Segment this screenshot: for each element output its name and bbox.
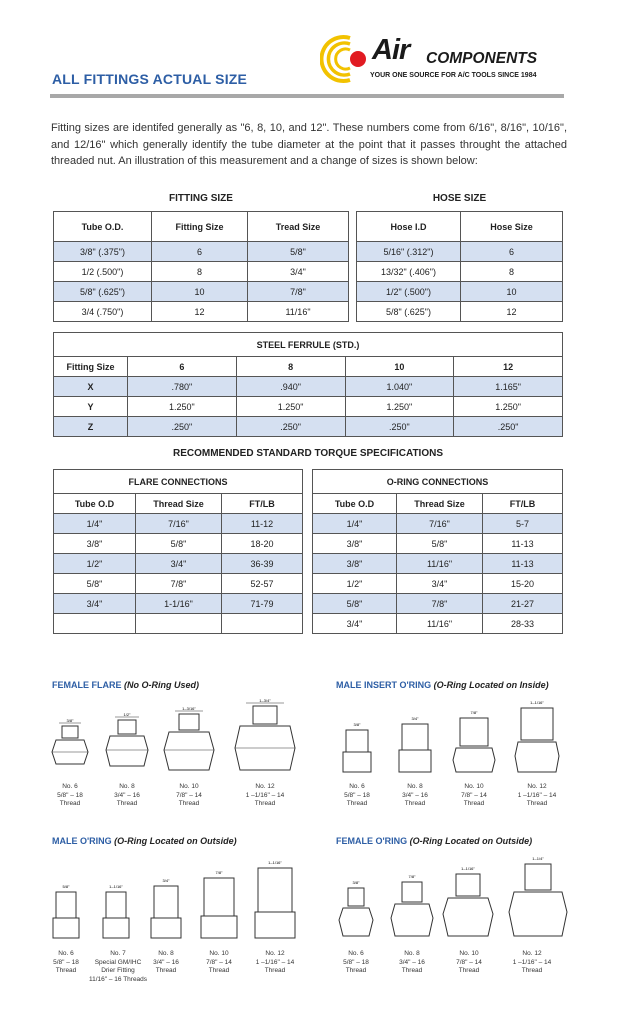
table-cell: 1/2 (.500") xyxy=(54,262,152,282)
table-cell: 1.165" xyxy=(454,377,563,397)
caption-label: Thread xyxy=(458,967,480,974)
table-cell: 6 xyxy=(152,242,248,262)
table-row xyxy=(54,534,303,554)
table-cell: 3/4" xyxy=(136,554,222,574)
col-header: Tube O.D xyxy=(313,494,397,514)
caption-thread: 1 –1/16" – 14 xyxy=(517,791,557,799)
caption xyxy=(245,950,305,976)
caption-label: Thread xyxy=(526,800,548,807)
caption-extra: 11/16" – 16 Threads xyxy=(88,975,148,983)
table-cell: 3/4" xyxy=(54,594,136,614)
table-cell: 18-20 xyxy=(222,534,303,554)
fitting-size-title: FITTING SIZE xyxy=(169,193,233,204)
table-row xyxy=(313,614,563,634)
table-cell: 7/8" xyxy=(397,594,483,614)
caption xyxy=(235,783,295,809)
table-cell: 21-27 xyxy=(483,594,563,614)
col-header: Tube O.D xyxy=(54,494,136,514)
caption-no: No. 8 xyxy=(404,950,420,957)
company-logo xyxy=(320,34,570,84)
table-cell: .940" xyxy=(236,377,345,397)
dim-label: 1–1/16" xyxy=(268,860,282,865)
table-cell: 5/8" xyxy=(313,594,397,614)
col-header: 8 xyxy=(236,357,345,377)
table-cell: 15-20 xyxy=(483,574,563,594)
female-oring-no6-drawing xyxy=(338,880,374,944)
caption xyxy=(136,950,196,976)
table-cell: 11-12 xyxy=(222,514,303,534)
table-row xyxy=(54,262,349,282)
table-cell: 28-33 xyxy=(483,614,563,634)
caption-label: Thread xyxy=(401,967,423,974)
male-oring-no6-drawing xyxy=(52,884,80,944)
table-row xyxy=(54,282,349,302)
table-cell: 1/2" xyxy=(54,554,136,574)
oring-connections-table xyxy=(312,469,563,634)
caption-thread: 5/8" – 18 xyxy=(344,791,370,799)
dim-label: 3/8" xyxy=(352,880,360,885)
caption-label: Thread xyxy=(264,967,286,974)
caption-thread: 7/8" – 14 xyxy=(206,958,232,966)
diagram-title-text: MALE O'RING xyxy=(52,836,112,846)
caption-thread: 7/8" – 14 xyxy=(456,958,482,966)
ferrule-title: STEEL FERRULE (STD.) xyxy=(54,333,563,357)
caption-no: No. 10 xyxy=(209,950,229,957)
dim-label: 5/8" xyxy=(62,884,70,889)
dim-label: 7/8" xyxy=(470,710,478,715)
caption-thread: 3/4" – 16 xyxy=(153,958,179,966)
col-header: 12 xyxy=(454,357,563,377)
caption-thread: 5/8" – 18 xyxy=(57,791,83,799)
dim-label: 3/8" xyxy=(353,722,361,727)
table-cell: 8 xyxy=(152,262,248,282)
female-flare-no6-drawing xyxy=(50,718,90,778)
caption-no: No. 7 xyxy=(110,950,126,957)
female-oring-no12-drawing xyxy=(508,856,568,944)
male-oring-title xyxy=(52,836,237,846)
dim-label: 7/8" xyxy=(215,870,223,875)
caption-thread: 7/8" – 14 xyxy=(461,791,487,799)
table-cell: 5/8" xyxy=(54,574,136,594)
col-header: FT/LB xyxy=(483,494,563,514)
caption-no: No. 8 xyxy=(407,783,423,790)
caption-label: Thread xyxy=(346,800,368,807)
caption-label: Thread xyxy=(59,800,81,807)
caption-label: Thread xyxy=(208,967,230,974)
caption-label: Thread xyxy=(254,800,276,807)
table-cell: 1/2" xyxy=(313,574,397,594)
caption-no: No. 12 xyxy=(255,783,275,790)
caption-thread: 5/8" – 18 xyxy=(343,958,369,966)
caption-thread: 1 –1/16" – 14 xyxy=(512,958,552,966)
table-cell xyxy=(136,614,222,634)
table-cell: 71-79 xyxy=(222,594,303,614)
table-cell: 1.250" xyxy=(236,397,345,417)
table-row xyxy=(54,554,303,574)
caption-no: No. 10 xyxy=(179,783,199,790)
table-cell: 10 xyxy=(461,282,563,302)
diagram-note: (No O-Ring Used) xyxy=(124,680,200,690)
caption-label: Thread xyxy=(55,967,77,974)
table-cell: 8 xyxy=(461,262,563,282)
table-row xyxy=(54,242,349,262)
table-cell: 6 xyxy=(461,242,563,262)
dim-label: 3/8" xyxy=(66,718,74,723)
caption xyxy=(189,950,249,976)
caption-no: No. 10 xyxy=(459,950,479,957)
table-row xyxy=(54,574,303,594)
table-row xyxy=(357,242,563,262)
caption-label: Thread xyxy=(404,800,426,807)
caption-thread: 3/4" – 16 xyxy=(402,791,428,799)
col-header: Thread Size xyxy=(397,494,483,514)
torque-title: RECOMMENDED STANDARD TORQUE SPECIFICATIONS xyxy=(172,448,443,459)
table-cell: 12 xyxy=(152,302,248,322)
table-cell: 1-1/16" xyxy=(136,594,222,614)
table-row xyxy=(313,534,563,554)
caption-label: Thread xyxy=(116,800,138,807)
table-cell: 1.250" xyxy=(454,397,563,417)
caption-thread: 3/4" – 16 xyxy=(399,958,425,966)
page-title: ALL FITTINGS ACTUAL SIZE xyxy=(52,71,248,87)
table-cell: 5-7 xyxy=(483,514,563,534)
table-row xyxy=(54,417,563,437)
col-header: Tread Size xyxy=(248,212,349,242)
col-header: Hose I.D xyxy=(357,212,461,242)
male-insert-no8-drawing xyxy=(396,716,434,778)
table-cell: 11-13 xyxy=(483,554,563,574)
table-row xyxy=(54,377,563,397)
table-cell: .250" xyxy=(128,417,237,437)
caption-thread: 3/4" – 16 xyxy=(114,791,140,799)
table-cell: 3/8" xyxy=(313,534,397,554)
caption-label: Drier Fitting xyxy=(101,967,135,974)
table-cell: 1/2" (.500") xyxy=(357,282,461,302)
dim-label: 1–3/4" xyxy=(259,698,271,703)
table-cell: 3/4" xyxy=(397,574,483,594)
male-oring-no8-drawing xyxy=(150,878,182,944)
caption-thread: 5/8" – 18 xyxy=(53,958,79,966)
caption-no: No. 6 xyxy=(58,950,74,957)
intro-paragraph: Fitting sizes are identifed generally as "6, 8, 10, and 12". These numbers come from 6/16", 8/16", 10/16", and 12/16" which generally identify the tube diameter at the point that it passes throught the attached threaded nut. An illustration of this measurement and a change of sizes is shown below: xyxy=(51,122,567,167)
dim-label: 1–3/16" xyxy=(182,706,196,711)
diagram-title-text: FEMALE FLARE xyxy=(52,680,122,690)
dim-label: 3/4" xyxy=(162,878,170,883)
diagram-title-text: FEMALE O'RING xyxy=(336,836,408,846)
hose-size-title: HOSE SIZE xyxy=(432,193,487,204)
table-row xyxy=(313,594,563,614)
table-row xyxy=(54,302,349,322)
table-row xyxy=(54,514,303,534)
dim-label: 3/4" xyxy=(411,716,419,721)
table-row xyxy=(54,397,563,417)
male-oring-no12-drawing xyxy=(254,860,296,944)
caption xyxy=(40,783,100,809)
table-row xyxy=(357,262,563,282)
table-cell: 11/16" xyxy=(397,554,483,574)
col-header: FT/LB xyxy=(222,494,303,514)
logo-tagline: YOUR ONE SOURCE FOR A/C TOOLS SINCE 1984 xyxy=(370,72,537,79)
caption-no: No. 10 xyxy=(464,783,484,790)
caption-label: Thread xyxy=(463,800,485,807)
table-cell: 1/4" xyxy=(54,514,136,534)
table-cell: 7/16" xyxy=(397,514,483,534)
table-cell xyxy=(222,614,303,634)
col-header: 6 xyxy=(128,357,237,377)
dim-label: 1–1/4" xyxy=(532,856,544,861)
table-cell: 7/8" xyxy=(136,574,222,594)
dim-label: 1–1/16" xyxy=(461,866,475,871)
male-oring-no7-drawing xyxy=(102,884,130,944)
hose-size-table xyxy=(356,211,563,322)
title-divider xyxy=(50,94,564,98)
table-cell: 1/4" xyxy=(313,514,397,534)
caption-no: No. 6 xyxy=(62,783,78,790)
col-header: 10 xyxy=(345,357,454,377)
caption xyxy=(97,783,157,809)
caption-label: Thread xyxy=(155,967,177,974)
diagram-title-text: MALE INSERT O'RING xyxy=(336,680,432,690)
table-cell: 11/16" xyxy=(248,302,349,322)
diagram-note: (O-Ring Located on Inside) xyxy=(433,680,549,690)
male-insert-title xyxy=(336,680,549,690)
table-cell: 3/4" xyxy=(313,614,397,634)
caption xyxy=(327,783,387,809)
caption xyxy=(444,783,504,809)
dim-label: 1/2" xyxy=(123,712,131,717)
flare-title: FLARE CONNECTIONS xyxy=(54,470,303,494)
table-cell: 11/16" xyxy=(397,614,483,634)
fitting-size-table xyxy=(53,211,349,322)
table-row xyxy=(54,614,303,634)
caption-thread: Special GM/IHC xyxy=(94,958,142,966)
male-oring-no10-drawing xyxy=(200,870,238,944)
caption xyxy=(385,783,445,809)
female-flare-title xyxy=(52,680,199,690)
female-oring-title xyxy=(336,836,532,846)
caption xyxy=(439,950,499,976)
table-cell: 3/8" (.375") xyxy=(54,242,152,262)
table-cell: X xyxy=(54,377,128,397)
caption-thread: 1 –1/16" – 14 xyxy=(255,958,295,966)
caption-no: No. 12 xyxy=(265,950,285,957)
col-header: Hose Size xyxy=(461,212,563,242)
oring-title: O-RING CONNECTIONS xyxy=(313,470,563,494)
table-cell: 1.040" xyxy=(345,377,454,397)
table-cell: Z xyxy=(54,417,128,437)
logo-components: COMPONENTS xyxy=(426,50,538,67)
caption-label: Thread xyxy=(345,967,367,974)
caption-no: No. 6 xyxy=(348,950,364,957)
table-cell: 3/4" xyxy=(248,262,349,282)
table-row xyxy=(313,554,563,574)
male-insert-no12-drawing xyxy=(514,700,560,778)
caption-no: No. 6 xyxy=(349,783,365,790)
caption-no: No. 8 xyxy=(158,950,174,957)
table-cell: 5/8" (.625") xyxy=(54,282,152,302)
caption-thread: 1 –1/16" – 14 xyxy=(245,791,285,799)
table-cell: 1.250" xyxy=(128,397,237,417)
table-cell: .780" xyxy=(128,377,237,397)
diagram-note: (O-Ring Located on Outside) xyxy=(114,836,237,846)
table-row xyxy=(357,282,563,302)
table-cell: 5/8" xyxy=(136,534,222,554)
female-flare-no12-drawing xyxy=(234,698,296,782)
table-cell: 3/4 (.750") xyxy=(54,302,152,322)
table-row xyxy=(313,574,563,594)
caption xyxy=(502,950,562,976)
table-cell: 5/16" (.312") xyxy=(357,242,461,262)
dim-label: 1–1/16" xyxy=(109,884,123,889)
caption xyxy=(382,950,442,976)
table-cell: 5/8" xyxy=(397,534,483,554)
table-cell: 52-57 xyxy=(222,574,303,594)
table-cell: 7/16" xyxy=(136,514,222,534)
male-insert-no10-drawing xyxy=(452,710,496,778)
table-cell: 36-39 xyxy=(222,554,303,574)
female-flare-no8-drawing xyxy=(104,712,150,778)
col-header: Fitting Size xyxy=(54,357,128,377)
col-header: Thread Size xyxy=(136,494,222,514)
table-cell: 7/8" xyxy=(248,282,349,302)
col-header: Tube O.D. xyxy=(54,212,152,242)
table-cell: 5/8" (.625") xyxy=(357,302,461,322)
caption-no: No. 8 xyxy=(119,783,135,790)
table-row xyxy=(313,514,563,534)
table-cell: 3/8" xyxy=(54,534,136,554)
female-flare-no10-drawing xyxy=(163,706,215,780)
table-cell: 1.250" xyxy=(345,397,454,417)
table-cell: .250" xyxy=(236,417,345,437)
table-cell: Y xyxy=(54,397,128,417)
caption-label: Thread xyxy=(521,967,543,974)
caption-no: No. 12 xyxy=(527,783,547,790)
table-cell: 5/8" xyxy=(248,242,349,262)
dim-label: 1–1/16" xyxy=(530,700,544,705)
diagram-note: (O-Ring Located on Outside) xyxy=(409,836,533,846)
table-row xyxy=(357,302,563,322)
logo-word: Air xyxy=(372,34,410,66)
table-cell: .250" xyxy=(345,417,454,437)
caption xyxy=(159,783,219,809)
caption-no: No. 12 xyxy=(522,950,542,957)
table-cell: 10 xyxy=(152,282,248,302)
caption-thread: 7/8" – 14 xyxy=(176,791,202,799)
dim-label: 7/8" xyxy=(408,874,416,879)
logo-rings-icon xyxy=(320,34,372,84)
table-row xyxy=(54,594,303,614)
table-cell: 3/8" xyxy=(313,554,397,574)
female-oring-no10-drawing xyxy=(442,866,494,944)
caption-label: Thread xyxy=(178,800,200,807)
table-cell: .250" xyxy=(454,417,563,437)
table-cell: 12 xyxy=(461,302,563,322)
table-cell: 13/32" (.406") xyxy=(357,262,461,282)
flare-connections-table xyxy=(53,469,303,634)
male-insert-no6-drawing xyxy=(340,722,374,778)
col-header: Fitting Size xyxy=(152,212,248,242)
table-cell: 11-13 xyxy=(483,534,563,554)
caption xyxy=(507,783,567,809)
female-oring-no8-drawing xyxy=(390,874,434,944)
caption xyxy=(326,950,386,976)
table-cell xyxy=(54,614,136,634)
ferrule-table xyxy=(53,332,563,437)
